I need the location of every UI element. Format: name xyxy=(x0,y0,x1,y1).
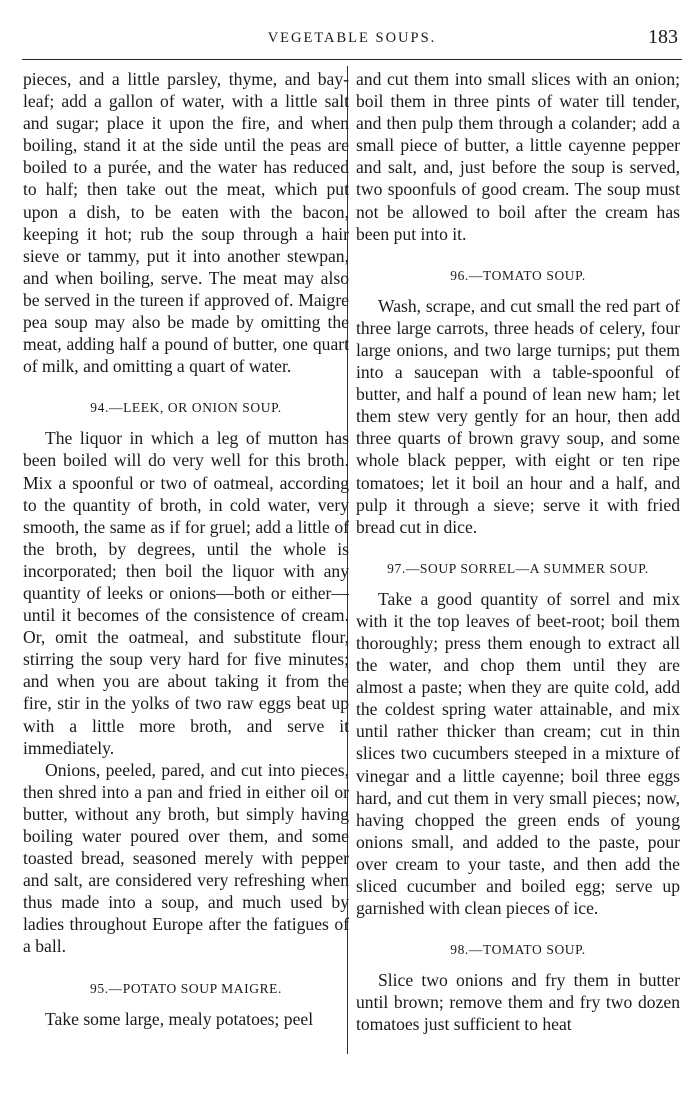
recipe-94-paragraph-1: The liquor in which a leg of mutton has been boiled will do very well for this broth. Mix a spoonful or two of oatmeal, according to the quantity of broth, in cold water, very smooth, the same as if for gruel; add a little of the broth, by degrees, until the whole is incorporated; then boil the liquor with any quantity of leeks or onions—both or either—until it becomes of the consistence of cream. Or, omit the oatmeal, and substitute flour, stirring the soup very hard for five minutes; and when you are about taking it from the fire, stir in the yolks of two raw eggs beat up with a little more broth, and serve it immediately. xyxy=(23,428,349,758)
recipe-heading-96: 96.—TOMATO SOUP. xyxy=(450,267,586,283)
running-head: VEGETABLE SOUPS. xyxy=(267,30,437,46)
recipe-95-paragraph-continued: and cut them into small slices with an onion; boil them in three pints of water till tender, and then pulp them through a colander; add a small piece of butter, a little cayenne pepper and salt, and, just before the soup is served, two spoonfuls of good cream. The soup must not be allowed to boil after the cream has been put into it. xyxy=(356,69,680,244)
page-number: 183 xyxy=(648,26,678,48)
header-rule xyxy=(22,59,682,60)
recipe-heading-98: 98.—TOMATO SOUP. xyxy=(450,942,586,958)
page-header xyxy=(22,26,682,60)
recipe-heading-95: 95.—POTATO SOUP MAIGRE. xyxy=(90,980,282,996)
recipe-heading-94: 94.—LEEK, OR ONION SOUP. xyxy=(90,400,282,416)
right-column xyxy=(356,68,680,1035)
left-column xyxy=(23,68,349,1030)
paragraph-continued: pieces, and a little parsley, thyme, and bay-leaf; add a gallon of water, with a little salt and sugar; place it upon the fire, and when boiling, stand it at the side until the peas are boiled to a purée, and the water has reduced to half; then take out the meat, which put upon a dish, to be eaten with the bacon, keeping it hot; rub the soup through a hair sieve or tammy, put it into another stewpan, and when boiling, serve. The meat may also be served in the tureen if approved of. Maigre pea soup may also be made by omitting the meat, adding half a pound of butter, one quart of milk, and omitting a quart of water. xyxy=(23,69,349,377)
recipe-94-paragraph-2: Onions, peeled, pared, and cut into pieces, then shred into a pan and fried in either oil or butter, without any broth, but simply having boiling water poured over them, and some toasted bread, seasoned merely with pepper and salt, are considered very refreshing when thus made into a soup, and much used by ladies throughout Europe after the fatigues of a ball. xyxy=(23,759,349,957)
recipe-heading-97: 97.—SOUP SORREL—A SUMMER SOUP. xyxy=(387,560,649,576)
recipe-95-paragraph-start: Take some large, mealy potatoes; peel xyxy=(45,1008,314,1029)
recipe-97-paragraph: Take a good quantity of sorrel and mix with it the top leaves of beet-root; boil them thoroughly; press them enough to extract all the water, and chop them until they are almost a paste; when they are quite cold, add the coldest spring water attainable, and mix until rather thicker than cream; cut in thin slices two cucumbers steeped in a mixture of vinegar and a little cayenne; boil three eggs hard, and cut them in very small pieces; now, having chopped the green ends of young onions small, and added to the paste, pour over cream to your taste, and then add the sliced cucumber and boiled egg; serve up garnished with clean pieces of ice. xyxy=(356,588,680,919)
recipe-98-paragraph: Slice two onions and fry them in butter until brown; remove them and fry two dozen tomatoes just sufficient to heat xyxy=(356,970,680,1035)
recipe-96-paragraph: Wash, scrape, and cut small the red part of three large carrots, three heads of celery, four large onions, and two large turnips; put them into a saucepan with a table-spoonful of butter, and half a pound of lean new ham; let them stew very gently for an hour, then add three quarts of brown gravy soup, and some whole black pepper, with eight or ten ripe tomatoes; let it boil an hour and a half, and pulp it through a sieve; serve it with fried bread cut in dice. xyxy=(356,295,680,537)
